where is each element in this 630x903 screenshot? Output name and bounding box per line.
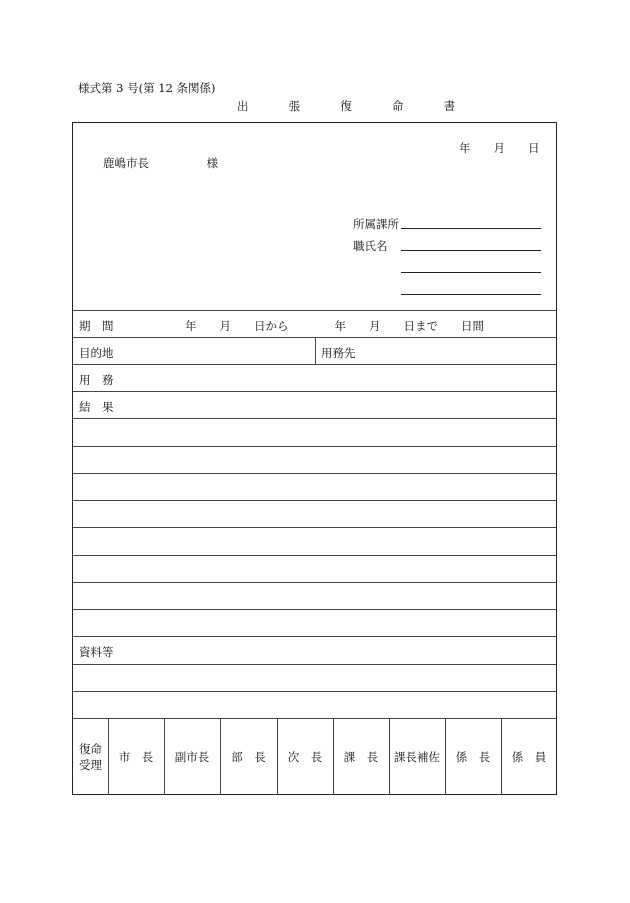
date-field[interactable]: 年 月 日 bbox=[459, 141, 540, 155]
divider bbox=[73, 418, 556, 419]
department-field[interactable] bbox=[401, 228, 541, 229]
approval-label-line: 受理 bbox=[79, 757, 102, 772]
divider bbox=[73, 500, 556, 501]
result-label: 結 果 bbox=[79, 400, 114, 414]
divider bbox=[73, 691, 556, 692]
approval-section-head[interactable]: 課 長 bbox=[343, 749, 379, 764]
divider bbox=[73, 310, 556, 311]
divider bbox=[73, 391, 556, 392]
approval-deputy-head[interactable]: 次 長 bbox=[287, 749, 323, 764]
divider bbox=[73, 664, 556, 665]
department-label: 所属課所 bbox=[353, 217, 399, 231]
form-number: 様式第 3 号(第 12 条関係) bbox=[78, 81, 216, 95]
period-label: 期 間 bbox=[79, 319, 114, 333]
divider bbox=[315, 337, 316, 364]
destination-label: 目的地 bbox=[79, 346, 114, 360]
approval-staff[interactable]: 係 員 bbox=[511, 749, 547, 764]
divider bbox=[73, 636, 556, 637]
document-title: 出 張 復 命 書 bbox=[237, 99, 457, 113]
approval-mayor[interactable]: 市 長 bbox=[118, 749, 154, 764]
divider bbox=[73, 364, 556, 365]
business-place-label: 用務先 bbox=[321, 346, 356, 360]
divider bbox=[73, 555, 556, 556]
report-form bbox=[72, 122, 557, 795]
materials-label: 資料等 bbox=[79, 645, 114, 659]
name-label: 職氏名 bbox=[353, 239, 388, 253]
approval-deputy-mayor[interactable]: 副市長 bbox=[174, 749, 210, 764]
approval-chief[interactable]: 係 長 bbox=[455, 749, 491, 764]
business-label: 用 務 bbox=[79, 373, 114, 387]
approval-label-line: 復命 bbox=[79, 741, 102, 756]
name-field-line-2[interactable] bbox=[401, 272, 541, 273]
name-field-line-3[interactable] bbox=[401, 294, 541, 295]
divider bbox=[73, 446, 556, 447]
recipient-line: 鹿嶋市長 様 bbox=[103, 156, 218, 170]
divider bbox=[73, 473, 556, 474]
period-field[interactable]: 年 月 日から 年 月 日まで 日間 bbox=[185, 319, 484, 333]
approval-dept-head[interactable]: 部 長 bbox=[231, 749, 266, 764]
divider bbox=[73, 527, 556, 528]
divider bbox=[73, 582, 556, 583]
divider bbox=[73, 609, 556, 610]
name-field[interactable] bbox=[401, 250, 541, 251]
approval-assistant-head[interactable]: 課長補佐 bbox=[394, 749, 440, 764]
approval-row-label bbox=[73, 718, 108, 795]
